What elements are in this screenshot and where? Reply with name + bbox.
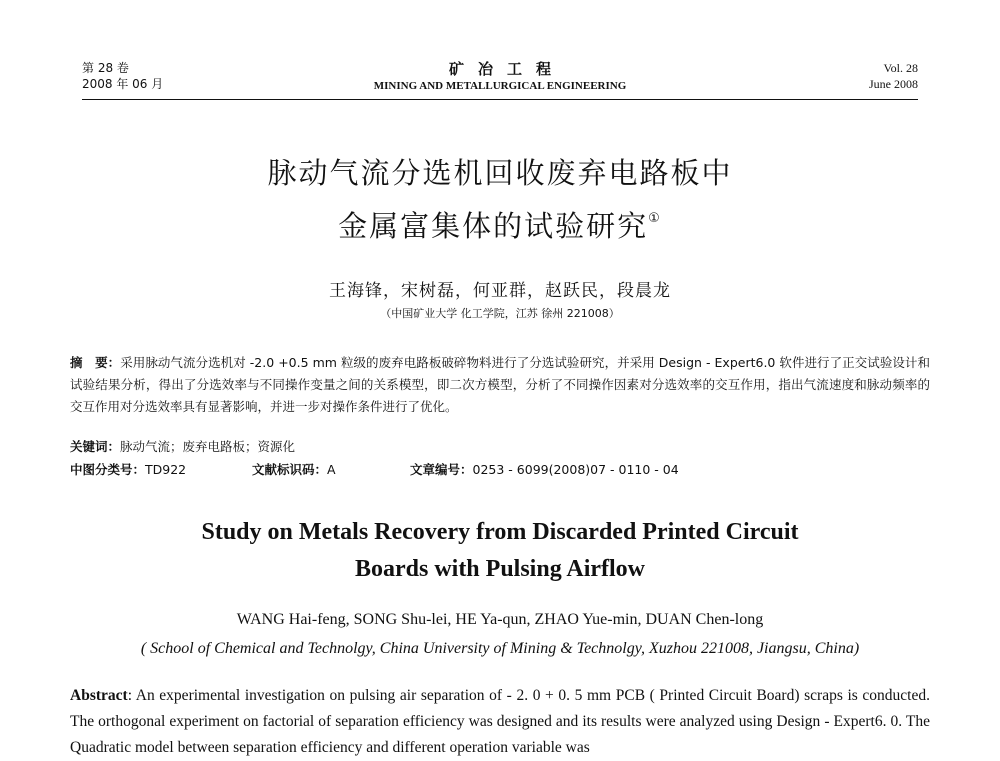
authors-cn: 王海锋，宋树磊，何亚群，赵跃民，段晨龙: [329, 281, 671, 301]
classification-line: [70, 460, 930, 478]
article-number: [410, 460, 679, 478]
abstract-en: [70, 683, 930, 761]
keywords-cn-label: 关键词：: [70, 439, 121, 454]
affiliation-cn: （中国矿业大学 化工学院，江苏 徐州 221008）: [380, 307, 620, 320]
paper-title-en: [0, 514, 1000, 588]
article-label: 文章编号：: [410, 462, 473, 477]
volume-cn: 第 28 卷: [82, 61, 129, 75]
title-en-line2: Boards with Pulsing Airflow: [354, 556, 646, 582]
keywords-cn: [70, 436, 295, 458]
abstract-cn-label: 摘 要：: [70, 355, 121, 370]
footnote-marker[interactable]: ①: [648, 211, 662, 226]
journal-name: [82, 60, 918, 94]
doc-code-value: A: [327, 462, 336, 477]
keywords-cn-text: 脉动气流；废弃电路板；资源化: [120, 439, 296, 454]
authors-en: WANG Hai-feng, SONG Shu-lei, HE Ya-qun, ZHAO Yue-min, DUAN Chen-long: [236, 611, 764, 628]
journal-name-cn: 矿冶工程: [448, 60, 565, 78]
doc-code-label: 文献标识码：: [252, 462, 328, 477]
abstract-cn-text: 采用脉动气流分选机对 -2.0 +0.5 mm 粒级的废弃电路板破碎物料进行了分选试验研究，并采用 Design - Expert6.0 软件进行了正交试验设计和试验结果分析，得出了分选效率与不同操作变量之间的关系模型，即二次方模型，分析了不同操作因素对分选效率的交互作用，指出气流速度和脉动频率的交互作用对分选效率具有显著影响，并进一步对操作条件进行了优化。: [70, 355, 930, 414]
title-en-line1: Study on Metals Recovery from Discarded Printed Circuit: [201, 519, 799, 545]
affiliation-en: ( School of Chemical and Technolgy, China University of Mining & Technolgy, Xuzhou 221008, Jiangsu, China): [140, 640, 860, 657]
clc-number: [70, 460, 252, 478]
abstract-en-label: Abstract: [70, 687, 128, 704]
clc-value: TD922: [145, 462, 187, 477]
article-value: 0253 - 6099(2008)07 - 0110 - 04: [472, 462, 679, 477]
document-code: [252, 460, 410, 478]
paper-title-cn: [0, 150, 1000, 249]
volume-en: Vol. 28: [883, 61, 918, 75]
title-cn-line1: 脉动气流分选机回收废弃电路板中: [267, 156, 733, 190]
date-en: June 2008: [869, 77, 918, 91]
header-volume-en: [869, 60, 918, 92]
title-cn-line2-wrap: [0, 196, 1000, 249]
abstract-en-text: : An experimental investigation on pulsing air separation of - 2. 0 + 0. 5 mm PCB ( Printed Circuit Board) scraps is conducted. The orthogonal experiment on factorial of separation efficiency was designed and its results were analyzed using Design - Expert6. 0. The Quadratic model between separation efficiency and different operation variable was: [70, 687, 930, 756]
clc-label: 中图分类号：: [70, 462, 146, 477]
running-header: [82, 60, 918, 100]
date-cn: 2008 年 06 月: [82, 77, 164, 91]
journal-name-en: MINING AND METALLURGICAL ENGINEERING: [373, 80, 627, 92]
title-cn-line2: 金属富集体的试验研究: [338, 209, 649, 243]
abstract-cn: [70, 352, 930, 418]
header-rule: [82, 99, 918, 100]
